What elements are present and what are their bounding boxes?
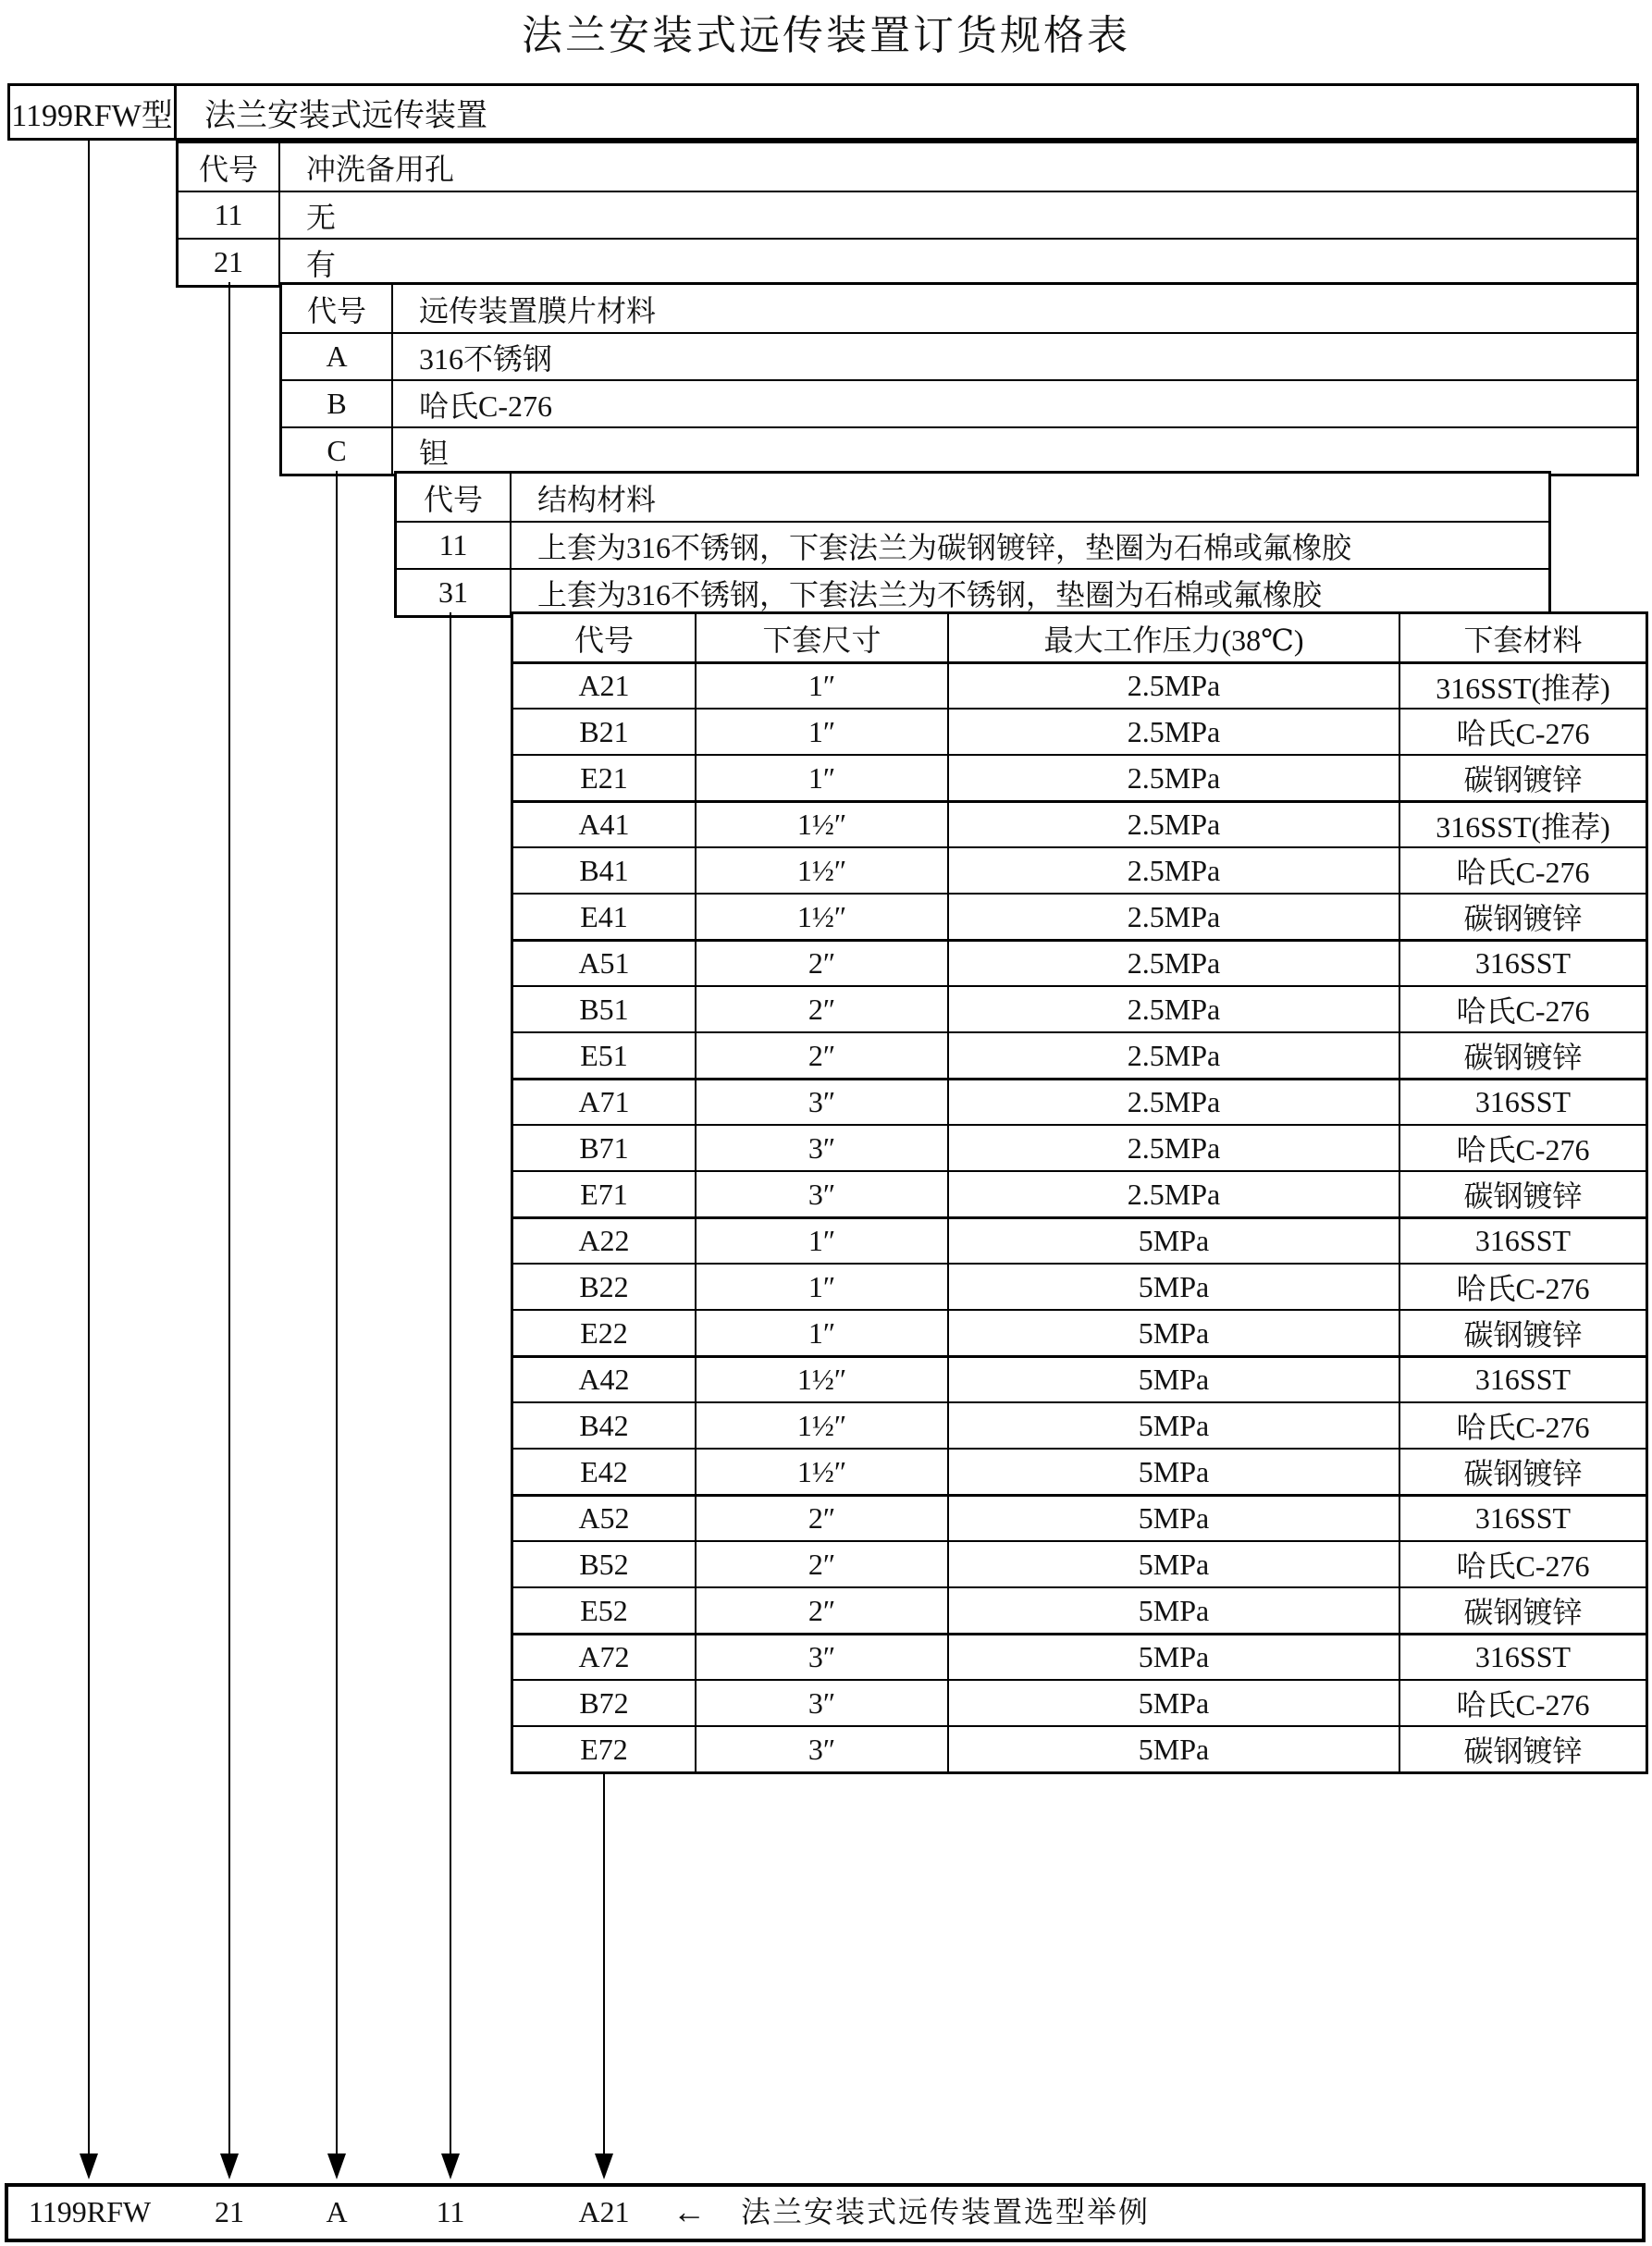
cell-pressure: 5MPa <box>949 1588 1400 1633</box>
cell-code: E42 <box>513 1450 697 1494</box>
table-row <box>513 1725 1646 1771</box>
option-row <box>397 568 1548 615</box>
cell-pressure: 5MPa <box>949 1311 1400 1355</box>
cell-size: 1″ <box>697 710 949 754</box>
option-code: C <box>282 428 393 474</box>
cell-material: 316SST <box>1474 946 1572 980</box>
code-header: 代号 <box>179 143 280 191</box>
model-row <box>7 83 1639 141</box>
cell-code: B21 <box>513 710 697 754</box>
cell-code: A21 <box>513 664 697 708</box>
cell-pressure: 2.5MPa <box>949 664 1400 708</box>
cell-size: 3″ <box>697 1172 949 1216</box>
table-row <box>513 1633 1646 1679</box>
table-row <box>513 1309 1646 1355</box>
cell-material: 哈氏C-276 <box>1456 856 1590 889</box>
cell-code: B22 <box>513 1265 697 1309</box>
cell-material: 哈氏C-276 <box>1456 1688 1590 1722</box>
cell-material: 哈氏C-276 <box>1456 1133 1590 1166</box>
table-row <box>513 1355 1646 1401</box>
option-code: 11 <box>397 523 512 568</box>
option-row <box>282 379 1636 426</box>
option-label: 钽 <box>419 436 450 470</box>
table-row <box>513 939 1646 985</box>
model-label: 法兰安装式远传装置 <box>204 98 487 133</box>
cell-code: B41 <box>513 848 697 893</box>
section-flush-spare-hole <box>176 141 1639 288</box>
model-code: 1199RFW型 <box>10 86 177 138</box>
section-title: 远传装置膜片材料 <box>419 293 657 327</box>
cell-pressure: 2.5MPa <box>949 942 1400 985</box>
option-code: 31 <box>397 570 512 615</box>
cell-pressure: 5MPa <box>949 1265 1400 1309</box>
cell-pressure: 5MPa <box>949 1542 1400 1586</box>
option-label: 316不锈钢 <box>419 341 553 376</box>
cell-code: B72 <box>513 1681 697 1725</box>
option-code: B <box>282 381 393 426</box>
option-code: 11 <box>179 192 280 238</box>
cell-pressure: 5MPa <box>949 1497 1400 1540</box>
selection-line-structure <box>450 612 451 2155</box>
cell-size: 1½″ <box>697 1450 949 1494</box>
col-header-code: 代号 <box>513 614 697 661</box>
table-row <box>513 1586 1646 1633</box>
cell-size: 1½″ <box>697 1403 949 1448</box>
cell-pressure: 5MPa <box>949 1681 1400 1725</box>
option-row <box>282 332 1636 379</box>
example-model: 1199RFW <box>28 2195 152 2228</box>
table-row <box>513 1448 1646 1494</box>
cell-pressure: 2.5MPa <box>949 756 1400 800</box>
table-row <box>513 846 1646 893</box>
cell-pressure: 2.5MPa <box>949 987 1400 1031</box>
cell-size: 1½″ <box>697 848 949 893</box>
option-label: 无 <box>306 200 337 234</box>
example-housing-code: A21 <box>578 2195 630 2228</box>
cell-code: B71 <box>513 1126 697 1170</box>
cell-material: 316SST(推荐) <box>1436 671 1610 705</box>
cell-pressure: 5MPa <box>949 1450 1400 1494</box>
cell-material: 316SST <box>1474 1640 1572 1673</box>
section-diaphragm-material <box>279 282 1639 476</box>
cell-size: 1½″ <box>697 803 949 846</box>
down-arrow-icon <box>595 2153 613 2179</box>
cell-code: E22 <box>513 1311 697 1355</box>
option-label: 有 <box>306 247 337 281</box>
cell-material: 碳钢镀锌 <box>1463 1318 1583 1351</box>
page-title: 法兰安装式远传装置订货规格表 <box>522 13 1130 58</box>
cell-size: 1″ <box>697 664 949 708</box>
cell-material: 316SST <box>1474 1224 1572 1257</box>
cell-code: B52 <box>513 1542 697 1586</box>
cell-size: 2″ <box>697 1497 949 1540</box>
section-header-row <box>179 143 1636 191</box>
cell-material: 316SST <box>1474 1363 1572 1396</box>
cell-material: 316SST(推荐) <box>1436 809 1610 844</box>
left-arrow-icon: ← <box>672 2193 706 2230</box>
cell-code: B51 <box>513 987 697 1031</box>
col-header-pressure: 最大工作压力(38℃) <box>949 614 1400 661</box>
cell-size: 1½″ <box>697 1358 949 1401</box>
cell-pressure: 5MPa <box>949 1727 1400 1771</box>
cell-material: 哈氏C-276 <box>1456 1411 1590 1444</box>
option-code: A <box>282 334 393 379</box>
code-header: 代号 <box>282 285 393 332</box>
cell-size: 3″ <box>697 1681 949 1725</box>
cell-code: A42 <box>513 1358 697 1401</box>
table-row <box>513 1679 1646 1725</box>
example-row <box>5 2183 1646 2242</box>
option-row <box>179 238 1636 285</box>
cell-pressure: 2.5MPa <box>949 803 1400 846</box>
table-header-row <box>513 614 1646 661</box>
selection-line-model <box>88 141 90 2155</box>
cell-material: 316SST <box>1474 1501 1572 1535</box>
section-title: 结构材料 <box>537 482 657 516</box>
cell-size: 2″ <box>697 1542 949 1586</box>
section-title: 冲洗备用孔 <box>306 152 455 186</box>
cell-size: 1″ <box>697 1265 949 1309</box>
cell-pressure: 2.5MPa <box>949 1126 1400 1170</box>
cell-pressure: 2.5MPa <box>949 1172 1400 1216</box>
code-header: 代号 <box>397 474 512 521</box>
cell-size: 2″ <box>697 1588 949 1633</box>
down-arrow-icon <box>441 2153 460 2179</box>
lower-housing-table <box>511 611 1648 1774</box>
cell-size: 1″ <box>697 1219 949 1263</box>
cell-code: A22 <box>513 1219 697 1263</box>
cell-code: E51 <box>513 1033 697 1078</box>
selection-line-flush-hole <box>228 282 230 2155</box>
cell-pressure: 5MPa <box>949 1358 1400 1401</box>
cell-pressure: 5MPa <box>949 1219 1400 1263</box>
table-row <box>513 1494 1646 1540</box>
cell-material: 碳钢镀锌 <box>1463 1734 1583 1768</box>
cell-pressure: 5MPa <box>949 1635 1400 1679</box>
example-diaphragm-code: A <box>326 2195 348 2228</box>
cell-material: 哈氏C-276 <box>1456 1549 1590 1583</box>
section-header-row <box>282 285 1636 332</box>
table-row <box>513 661 1646 708</box>
table-row <box>513 800 1646 846</box>
cell-size: 1″ <box>697 1311 949 1355</box>
table-row <box>513 1401 1646 1448</box>
cell-pressure: 2.5MPa <box>949 1080 1400 1124</box>
cell-size: 3″ <box>697 1080 949 1124</box>
col-header-material: 下套材料 <box>1463 623 1583 657</box>
table-row <box>513 1216 1646 1263</box>
down-arrow-icon <box>80 2153 98 2179</box>
cell-code: A41 <box>513 803 697 846</box>
option-row <box>397 521 1548 568</box>
example-structure-code: 11 <box>436 2195 465 2228</box>
cell-pressure: 2.5MPa <box>949 895 1400 939</box>
section-header-row <box>397 474 1548 521</box>
cell-size: 3″ <box>697 1126 949 1170</box>
cell-size: 2″ <box>697 987 949 1031</box>
cell-size: 1″ <box>697 756 949 800</box>
cell-code: E71 <box>513 1172 697 1216</box>
cell-material: 碳钢镀锌 <box>1463 1041 1583 1074</box>
cell-code: A72 <box>513 1635 697 1679</box>
cell-code: A71 <box>513 1080 697 1124</box>
cell-size: 3″ <box>697 1635 949 1679</box>
table-row <box>513 893 1646 939</box>
table-row <box>513 1540 1646 1586</box>
table-row <box>513 1124 1646 1170</box>
cell-code: E52 <box>513 1588 697 1633</box>
section-structure-material <box>394 471 1551 618</box>
cell-code: A52 <box>513 1497 697 1540</box>
cell-material: 碳钢镀锌 <box>1463 1457 1583 1490</box>
cell-material: 哈氏C-276 <box>1456 1272 1590 1305</box>
cell-code: E21 <box>513 756 697 800</box>
cell-material: 碳钢镀锌 <box>1463 902 1583 935</box>
option-row <box>282 426 1636 474</box>
cell-size: 2″ <box>697 1033 949 1078</box>
cell-size: 3″ <box>697 1727 949 1771</box>
option-label: 上套为316不锈钢，下套法兰为碳钢镀锌，垫圈为石棉或氟橡胶 <box>537 530 1352 564</box>
example-flush-code: 21 <box>215 2195 244 2228</box>
selection-line-diaphragm <box>336 471 338 2155</box>
down-arrow-icon <box>327 2153 346 2179</box>
col-header-size: 下套尺寸 <box>697 614 949 661</box>
selection-line-lower-housing <box>603 1771 605 2155</box>
option-row <box>179 191 1636 238</box>
cell-code: E72 <box>513 1727 697 1771</box>
table-row <box>513 1263 1646 1309</box>
cell-material: 碳钢镀锌 <box>1463 1596 1583 1629</box>
down-arrow-icon <box>220 2153 239 2179</box>
cell-pressure: 2.5MPa <box>949 1033 1400 1078</box>
cell-pressure: 5MPa <box>949 1403 1400 1448</box>
table-row <box>513 1078 1646 1124</box>
cell-size: 1½″ <box>697 895 949 939</box>
cell-pressure: 2.5MPa <box>949 710 1400 754</box>
table-row <box>513 1170 1646 1216</box>
cell-material: 哈氏C-276 <box>1456 994 1590 1028</box>
cell-material: 316SST <box>1474 1085 1572 1118</box>
cell-code: E41 <box>513 895 697 939</box>
cell-material: 碳钢镀锌 <box>1463 1179 1583 1213</box>
table-row <box>513 754 1646 800</box>
cell-material: 碳钢镀锌 <box>1463 763 1583 796</box>
table-row <box>513 1031 1646 1078</box>
cell-material: 哈氏C-276 <box>1456 717 1590 750</box>
option-code: 21 <box>179 240 280 285</box>
option-label: 上套为316不锈钢，下套法兰为不锈钢，垫圈为石棉或氟橡胶 <box>537 577 1323 611</box>
example-caption: 法兰安装式远传装置选型举例 <box>741 2195 1151 2228</box>
cell-size: 2″ <box>697 942 949 985</box>
cell-code: A51 <box>513 942 697 985</box>
table-row <box>513 985 1646 1031</box>
cell-code: B42 <box>513 1403 697 1448</box>
option-label: 哈氏C-276 <box>419 389 553 423</box>
table-row <box>513 708 1646 754</box>
table-body <box>513 661 1646 1771</box>
cell-pressure: 2.5MPa <box>949 848 1400 893</box>
